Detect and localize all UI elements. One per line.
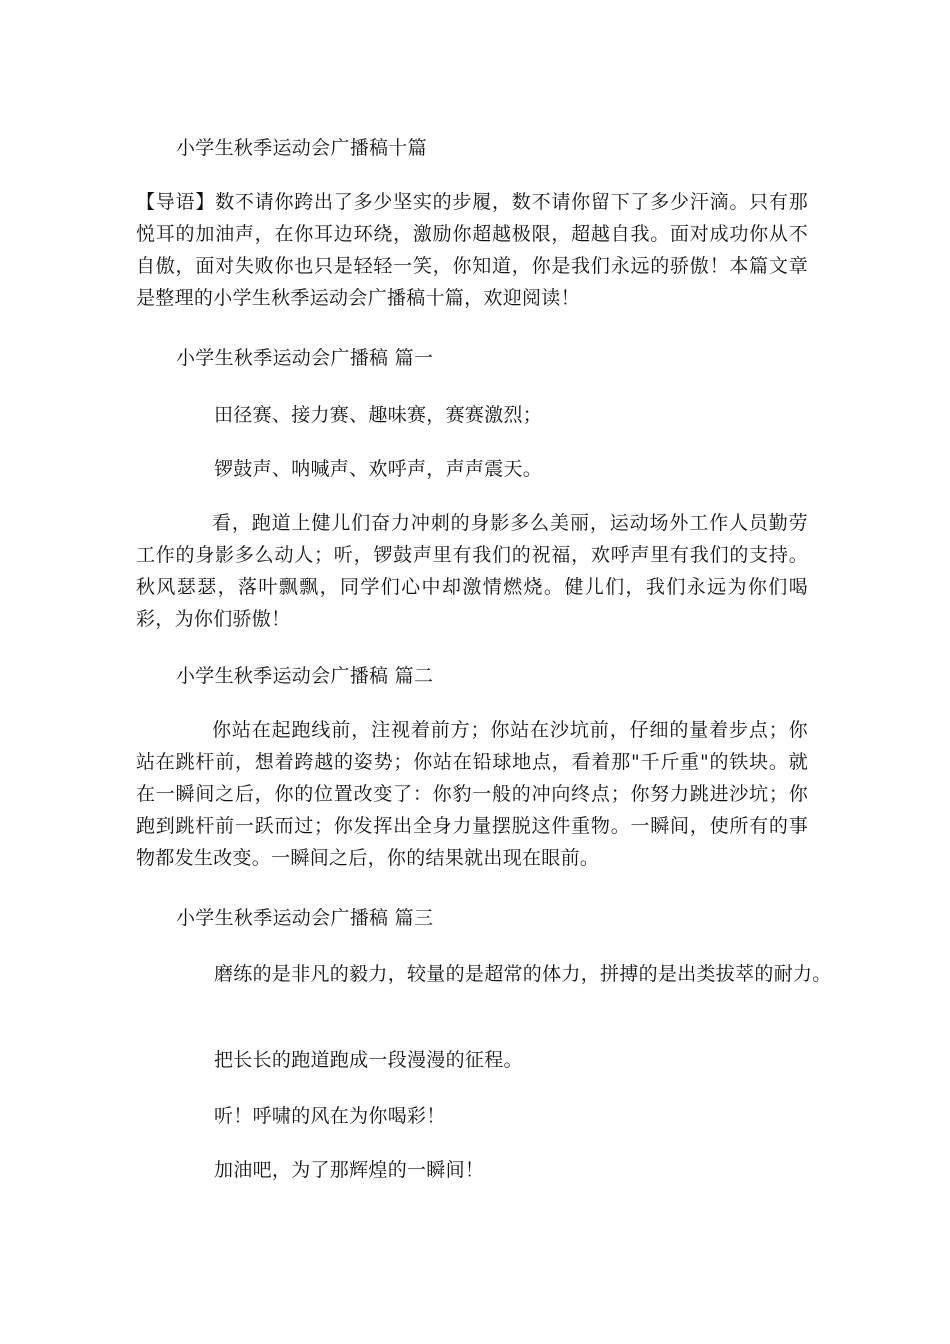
section-2-heading: 小学生秋季运动会广播稿 篇二 <box>176 665 434 687</box>
section-3-line-2: 把长长的跑道跑成一段漫漫的征程。 <box>214 1049 523 1071</box>
section-3-line-3: 听！呼啸的风在为你喝彩！ <box>214 1105 446 1127</box>
section-1-paragraph: 看，跑道上健儿们奋力冲刺的身影多么美丽，运动场外工作人员勤劳工作的身影多么动人；听，锣鼓声里有我们的祝福，欢呼声里有我们的支持。秋风瑟瑟，落叶飘飘，同学们心中却激情燃烧。健儿们，我们永远为你们喝彩，为你们骄傲！ <box>136 512 808 630</box>
intro-paragraph: 【导语】数不请你跨出了多少坚实的步履，数不请你留下了多少汗滴。只有那悦耳的加油声，在你耳边环绕，激励你超越极限，超越自我。面对成功你从不自傲，面对失败你也只是轻轻一笑，你知道，你是我们永远的骄傲！本篇文章是整理的小学生秋季运动会广播稿十篇，欢迎阅读！ <box>136 191 808 309</box>
section-3-heading: 小学生秋季运动会广播稿 篇三 <box>176 907 434 929</box>
section-3-line-1: 磨练的是非凡的毅力，较量的是超常的体力，拼搏的是出类拔萃的耐力。 <box>214 963 832 985</box>
section-3-line-4: 加油吧，为了那辉煌的一瞬间！ <box>214 1159 485 1181</box>
section-1-heading: 小学生秋季运动会广播稿 篇一 <box>176 347 434 369</box>
section-2-paragraph: 你站在起跑线前，注视着前方；你站在沙坑前，仔细的量着步点；你站在跳杆前，想着跨越的姿势；你站在铅球地点，看着那"千斤重"的铁块。就在一瞬间之后，你的位置改变了：你豹一般的冲向终点；你努力跳进沙坑；你跑到跳杆前一跃而过；你发挥出全身力量摆脱这件重物。一瞬间，使所有的事物都发生改变。一瞬间之后，你的结果就出现在眼前。 <box>136 719 808 869</box>
section-1-line-2: 锣鼓声、呐喊声、欢呼声，声声震天。 <box>214 458 543 480</box>
section-1-line-1: 田径赛、接力赛、趣味赛，赛赛激烈； <box>214 404 543 426</box>
document-title: 小学生秋季运动会广播稿十篇 <box>176 137 427 159</box>
